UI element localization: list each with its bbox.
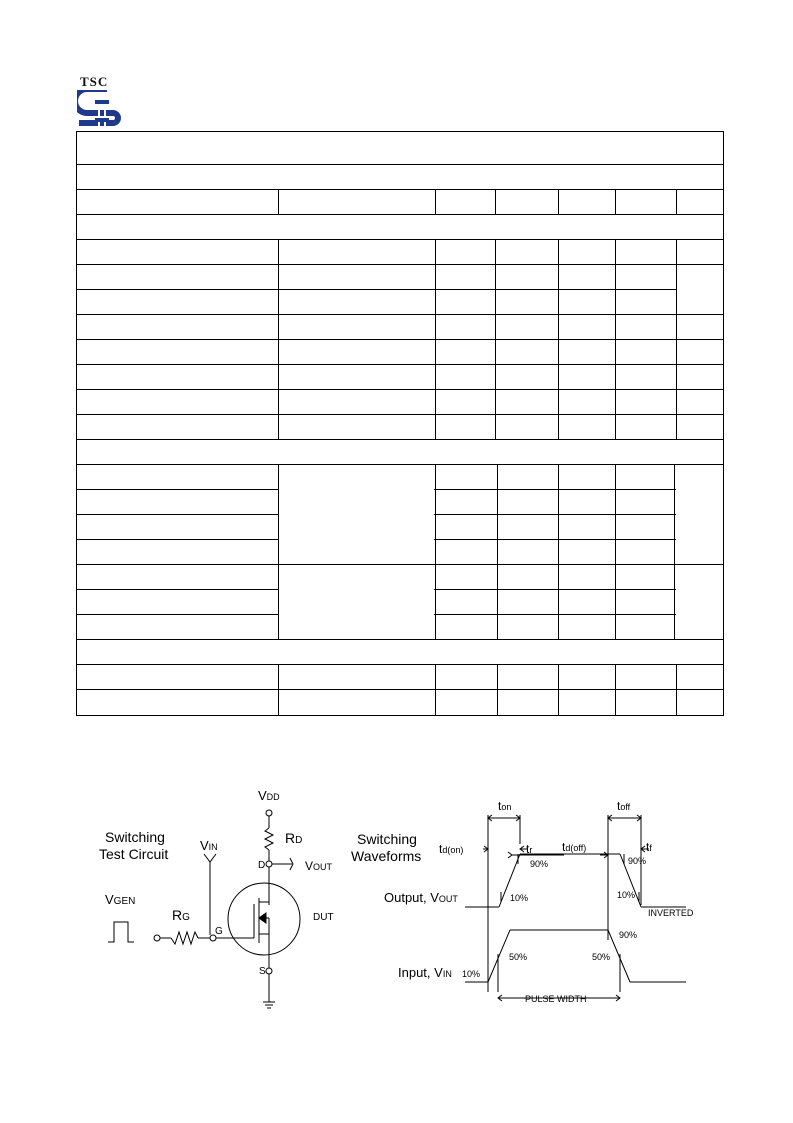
circuit-title-line2: Test Circuit (99, 846, 169, 862)
pct-90-b: 90% (628, 856, 647, 866)
inverted-label: INVERTED (648, 908, 694, 918)
pct-90-c: 90% (619, 930, 638, 940)
tdoff-label: td(off) (562, 840, 587, 854)
tf-label: tf (646, 840, 652, 854)
vdd-label: VDD (258, 788, 280, 803)
switching-diagrams (0, 780, 793, 1025)
tdon-label: td(on) (439, 842, 464, 856)
tr-label: tr (526, 842, 533, 856)
pulse-width-label: PULSE WIDTH (525, 994, 587, 1004)
pct-10-c: 10% (462, 969, 481, 979)
spec-table-grid (76, 131, 726, 721)
g-label: G (215, 926, 223, 937)
circuit-labels (99, 788, 334, 977)
vout-label: VOUT (305, 859, 333, 873)
company-logo (77, 76, 125, 130)
tsc-s-logo-icon (77, 90, 125, 130)
d-label: D (258, 860, 266, 871)
output-label: Output, VOUT (384, 890, 458, 905)
waveforms-title-line2: Waveforms (351, 848, 422, 864)
circuit-title-line1: Switching (105, 829, 165, 845)
logo-text: TSC (80, 74, 109, 89)
dut-label: DUT (313, 912, 334, 923)
pct-50-a: 50% (509, 952, 528, 962)
pct-90-a: 90% (530, 859, 549, 869)
waveforms-title-line1: Switching (357, 831, 417, 847)
s-label: S (259, 966, 266, 977)
pct-10-b: 10% (617, 890, 636, 900)
pct-10-a: 10% (510, 893, 529, 903)
waveform-labels (351, 799, 694, 1004)
vin-label: VIN (200, 838, 218, 853)
spec-table (76, 131, 726, 726)
rg-label: RG (172, 907, 190, 923)
switching-diagram-svg (0, 780, 793, 1020)
toff-label: toff (617, 799, 631, 813)
pct-50-b: 50% (592, 952, 611, 962)
ton-label: ton (498, 799, 512, 813)
vgen-label: VGEN (105, 892, 136, 907)
rd-label: RD (285, 830, 303, 846)
input-label: Input, VIN (398, 965, 452, 980)
